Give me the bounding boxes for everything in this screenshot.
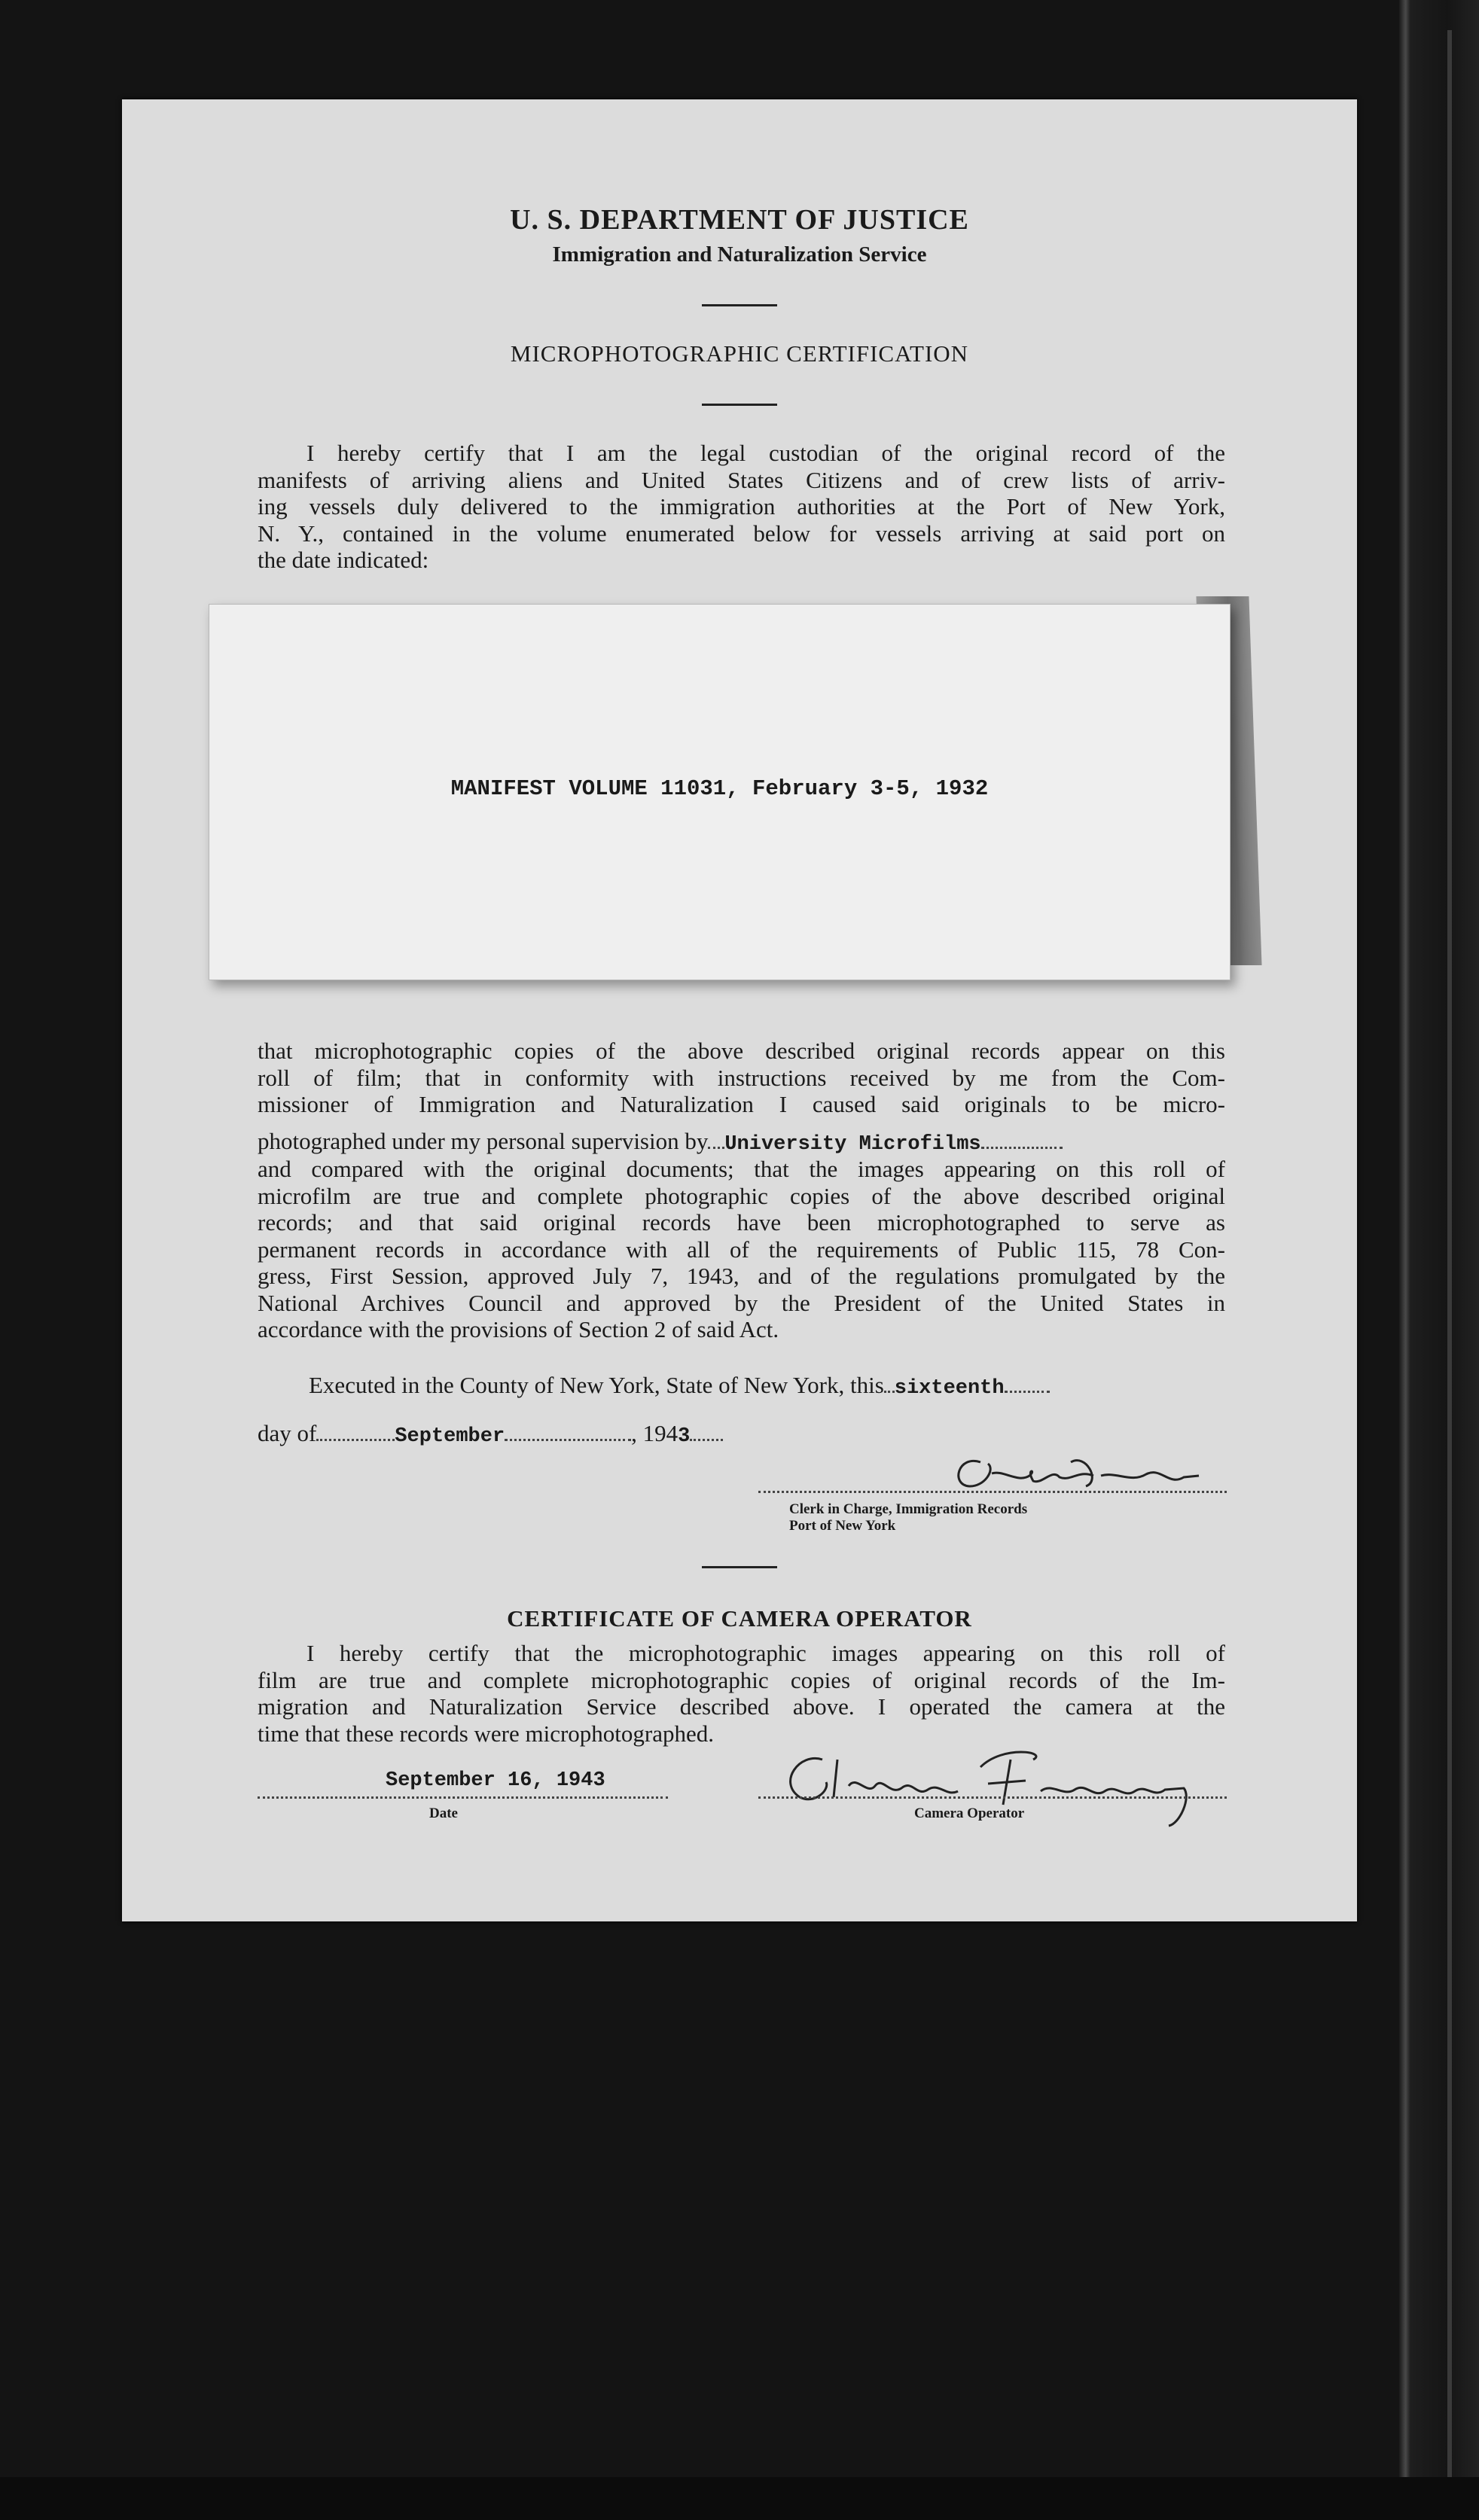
body-line: accordance with the provisions of Section 2 of said Act.: [258, 1316, 779, 1342]
film-bottom-edge: [0, 2477, 1479, 2520]
certification-paragraph-a: [258, 1038, 1225, 1118]
supervision-line: [258, 1128, 1225, 1156]
body-line: National Archives Council and approved by the President of the United States in: [258, 1289, 1225, 1316]
certificate-page: [122, 99, 1357, 1921]
executed-year-digit: 3: [678, 1425, 691, 1448]
intro-paragraph: [258, 440, 1225, 574]
date-line: [258, 1796, 668, 1799]
divider-camera: [702, 1566, 777, 1568]
body-line: missioner of Immigration and Naturalization I caused said originals to be micro-: [258, 1091, 1225, 1117]
clerk-signature: [845, 1440, 1237, 1507]
divider-second: [702, 404, 777, 406]
clerk-signature-line: [758, 1491, 1227, 1493]
clerk-caption-line2: Port of New York: [789, 1518, 896, 1534]
intro-line: I hereby certify that I am the legal custodian of the original record of the: [306, 440, 1225, 466]
camera-line: film are true and complete microphotographic copies of original records of the Im-: [258, 1666, 1225, 1693]
camera-line: I hereby certify that the microphotographic images appearing on this roll of: [306, 1640, 1225, 1666]
body-line: permanent records in accordance with all of the requirements of Public 115, 78 Con-: [258, 1236, 1225, 1263]
body-line: microfilm are true and complete photographic copies of the above described original: [258, 1182, 1225, 1209]
camera-line: migration and Naturalization Service described above. I operated the camera at the: [258, 1693, 1225, 1720]
manifest-volume-card: [209, 604, 1230, 980]
intro-line: the date indicated:: [258, 547, 429, 573]
camera-operator-line: [758, 1796, 1227, 1799]
supervisor-value: University Microfilms: [724, 1133, 981, 1156]
day-of-label: day of: [258, 1420, 317, 1446]
clerk-caption-line1: Clerk in Charge, Immigration Records: [789, 1501, 1028, 1517]
camera-date-value: September 16, 1943: [386, 1769, 605, 1792]
executed-year-prefix: , 194: [631, 1420, 679, 1446]
department-title: U. S. DEPARTMENT OF JUSTICE: [510, 204, 969, 236]
body-line: records; and that said original records have been microphotographed to serve as: [258, 1209, 1225, 1236]
body-line: gress, First Session, approved July 7, 1943, and of the regulations promulgated by the: [258, 1263, 1225, 1289]
executed-line: [309, 1372, 1050, 1400]
executed-prefix: Executed in the County of New York, State of New York, this: [309, 1372, 884, 1398]
camera-line: time that these records were microphotographed.: [258, 1720, 714, 1747]
body-line: and compared with the original documents; that the images appearing on this roll of: [258, 1156, 1225, 1182]
intro-line: N. Y., contained in the volume enumerated below for vessels arriving at said port on: [258, 520, 1225, 547]
manifest-volume-text: MANIFEST VOLUME 11031, February 3-5, 1932: [450, 776, 989, 801]
intro-line: ing vessels duly delivered to the immigration authorities at the Port of New York,: [258, 493, 1225, 520]
date-label: Date: [429, 1805, 458, 1821]
day-of-line: [258, 1420, 723, 1448]
supervision-prefix: photographed under my personal supervision by: [258, 1128, 709, 1154]
certification-paragraph-b: [258, 1156, 1225, 1343]
film-edge: [1399, 0, 1479, 2520]
body-line: that microphotographic copies of the above described original records appear on this: [258, 1038, 1225, 1064]
film-strip-line: [1447, 30, 1452, 2485]
certification-title: MICROPHOTOGRAPHIC CERTIFICATION: [510, 340, 969, 367]
divider-top: [702, 304, 777, 306]
service-subtitle: Immigration and Naturalization Service: [552, 242, 927, 267]
executed-month-value: September: [395, 1425, 505, 1448]
executed-day-value: sixteenth: [894, 1377, 1005, 1400]
camera-certificate-title: CERTIFICATE OF CAMERA OPERATOR: [507, 1605, 972, 1632]
body-line: roll of film; that in conformity with instructions received by me from the Com-: [258, 1064, 1225, 1091]
intro-line: manifests of arriving aliens and United States Citizens and of crew lists of arriv-: [258, 466, 1225, 493]
camera-operator-label: Camera Operator: [914, 1805, 1025, 1821]
